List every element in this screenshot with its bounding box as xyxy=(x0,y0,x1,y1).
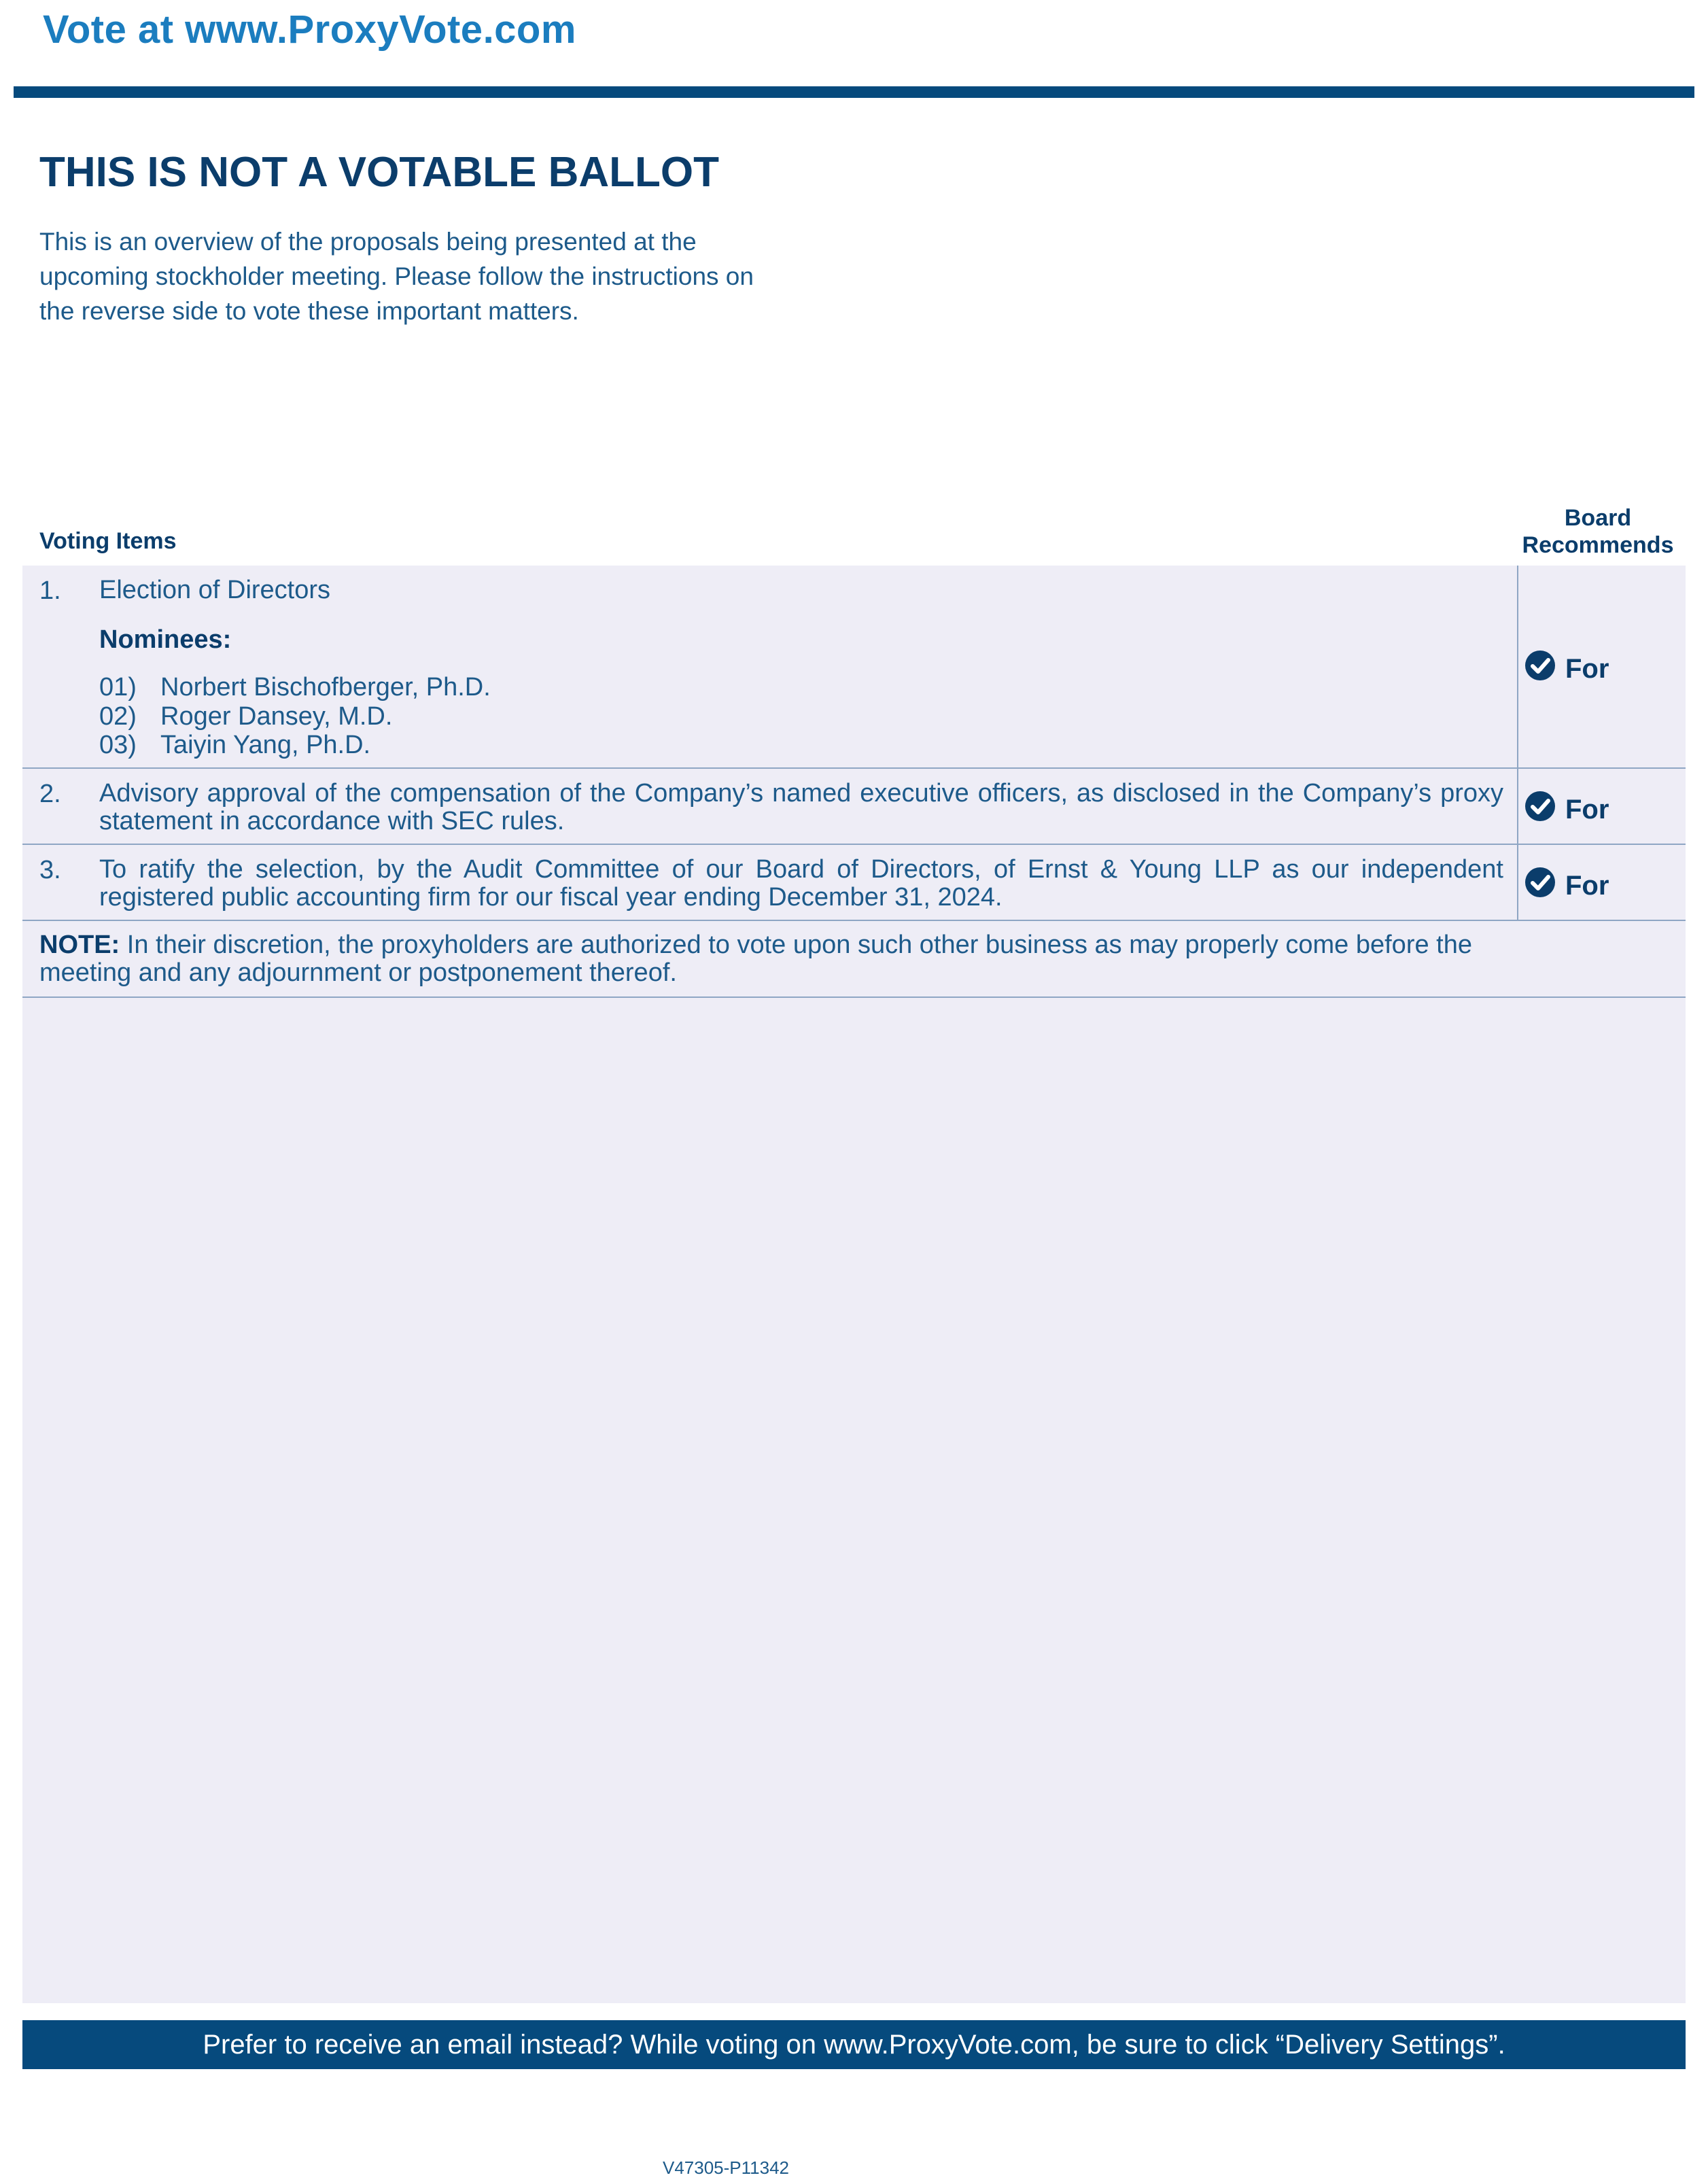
board-recommendation xyxy=(1524,650,1609,688)
page-title: THIS IS NOT A VOTABLE BALLOT xyxy=(39,149,719,196)
check-circle-icon xyxy=(1524,650,1556,688)
board-recommendation xyxy=(1524,867,1609,905)
nominee-name: Norbert Bischofberger, Ph.D. xyxy=(160,673,491,701)
intro-line: the reverse side to vote these important matters. xyxy=(39,297,579,325)
board-recommendation xyxy=(1524,791,1609,829)
intro-line: This is an overview of the proposals being presented at the xyxy=(39,228,697,256)
nominee-item xyxy=(99,731,370,760)
check-circle-icon xyxy=(1524,791,1556,829)
board-header-line: Board xyxy=(1564,505,1632,531)
nominee-code: 01) xyxy=(99,673,137,701)
row-separator xyxy=(22,920,1686,921)
nominee-name: Taiyin Yang, Ph.D. xyxy=(160,731,371,759)
nominee-item xyxy=(99,702,392,731)
item-number: 1. xyxy=(39,576,61,605)
item-text: Advisory approval of the compensation of the Company’s named executive officers, as disclosed in the Company’s proxy statement in accordance with SEC rules. xyxy=(99,779,1503,835)
recommendation-label: For xyxy=(1565,870,1609,901)
intro-line: upcoming stockholder meeting. Please follow the instructions on xyxy=(39,262,754,290)
proxyvote-link[interactable]: Vote at www.ProxyVote.com xyxy=(43,7,576,52)
note-label: NOTE: xyxy=(39,931,120,959)
delivery-settings-banner xyxy=(22,2020,1686,2069)
column-divider xyxy=(1517,566,1518,920)
row-separator xyxy=(22,844,1686,845)
banner-text: Prefer to receive an email instead? While voting on www.ProxyVote.com, be sure to click “Delivery Settings”. xyxy=(203,2029,1505,2060)
check-circle-icon xyxy=(1524,867,1556,905)
board-recommends-header xyxy=(1519,504,1677,559)
nominee-name: Roger Dansey, M.D. xyxy=(160,702,393,731)
item-text: To ratify the selection, by the Audit Committee of our Board of Directors, of Ernst & Young LLP as our independent registered public accounting firm for our fiscal year ending December 31, 2024. xyxy=(99,855,1503,912)
row-separator xyxy=(22,996,1686,998)
header-rule xyxy=(14,86,1694,98)
nominees-label: Nominees: xyxy=(99,625,232,654)
item-number: 2. xyxy=(39,780,61,808)
note-text xyxy=(39,931,1507,987)
voting-items-header: Voting Items xyxy=(39,528,177,554)
recommendation-label: For xyxy=(1565,653,1609,684)
item-number: 3. xyxy=(39,856,61,884)
recommendation-label: For xyxy=(1565,794,1609,825)
intro-text xyxy=(39,224,855,328)
note-body: In their discretion, the proxyholders are authorized to vote upon such other business as may properly come before the meeting and any adjournment or postponement thereof. xyxy=(39,931,1472,987)
nominee-code: 02) xyxy=(99,702,137,731)
nominee-code: 03) xyxy=(99,731,137,759)
board-header-line: Recommends xyxy=(1522,532,1674,558)
nominee-item xyxy=(99,673,491,702)
item-text: Election of Directors xyxy=(99,576,331,604)
document-code: V47305-P11342 xyxy=(663,2157,790,2178)
row-separator xyxy=(22,767,1686,769)
